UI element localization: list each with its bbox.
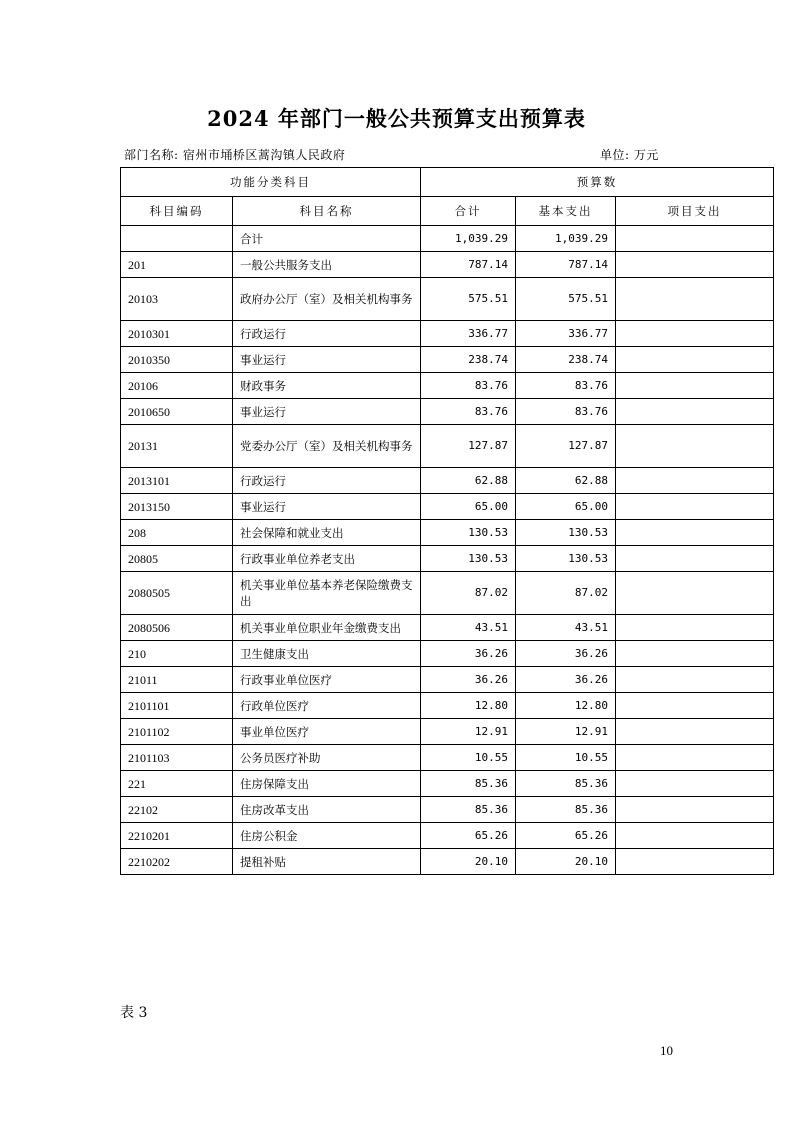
cell-code: 2010301 xyxy=(121,321,233,347)
table-row xyxy=(121,667,774,693)
cell-code: 22102 xyxy=(121,797,233,823)
cell-total: 36.26 xyxy=(421,667,516,693)
cell-code: 221 xyxy=(121,771,233,797)
cell-code: 2210202 xyxy=(121,849,233,875)
cell-name: 机关事业单位职业年金缴费支出 xyxy=(233,615,421,641)
cell-total: 62.88 xyxy=(421,468,516,494)
cell-code: 210 xyxy=(121,641,233,667)
cell-project xyxy=(616,572,774,615)
cell-code: 208 xyxy=(121,520,233,546)
cell-basic: 10.55 xyxy=(516,745,616,771)
table-row xyxy=(121,693,774,719)
page-number: 10 xyxy=(660,1043,673,1058)
cell-total: 65.26 xyxy=(421,823,516,849)
cell-basic: 43.51 xyxy=(516,615,616,641)
cell-project xyxy=(616,615,774,641)
cell-project xyxy=(616,494,774,520)
cell-project xyxy=(616,771,774,797)
cell-total: 10.55 xyxy=(421,745,516,771)
table-row xyxy=(121,347,774,373)
cell-basic: 127.87 xyxy=(516,425,616,468)
cell-basic: 85.36 xyxy=(516,771,616,797)
cell-basic: 36.26 xyxy=(516,641,616,667)
cell-code: 2080506 xyxy=(121,615,233,641)
cell-total: 127.87 xyxy=(421,425,516,468)
cell-basic: 83.76 xyxy=(516,399,616,425)
cell-total: 336.77 xyxy=(421,321,516,347)
cell-total: 238.74 xyxy=(421,347,516,373)
cell-basic: 238.74 xyxy=(516,347,616,373)
cell-name: 事业单位医疗 xyxy=(233,719,421,745)
cell-code: 2101103 xyxy=(121,745,233,771)
cell-project xyxy=(616,797,774,823)
cell-project xyxy=(616,468,774,494)
cell-project xyxy=(616,321,774,347)
table-row xyxy=(121,494,774,520)
cell-project xyxy=(616,546,774,572)
cell-name: 事业运行 xyxy=(233,399,421,425)
cell-name: 公务员医疗补助 xyxy=(233,745,421,771)
cell-total: 1,039.29 xyxy=(421,226,516,252)
cell-basic: 85.36 xyxy=(516,797,616,823)
budget-table-body xyxy=(121,168,774,875)
header-total: 合计 xyxy=(421,197,516,226)
table-row xyxy=(121,797,774,823)
table-row xyxy=(121,771,774,797)
cell-project xyxy=(616,278,774,321)
table-row xyxy=(121,373,774,399)
cell-basic: 87.02 xyxy=(516,572,616,615)
cell-project xyxy=(616,520,774,546)
cell-basic: 130.53 xyxy=(516,546,616,572)
cell-project xyxy=(616,823,774,849)
cell-basic: 12.80 xyxy=(516,693,616,719)
cell-name: 党委办公厅（室）及相关机构事务 xyxy=(233,425,421,468)
cell-total: 787.14 xyxy=(421,252,516,278)
cell-code: 20131 xyxy=(121,425,233,468)
cell-total: 85.36 xyxy=(421,771,516,797)
cell-basic: 20.10 xyxy=(516,849,616,875)
table-row xyxy=(121,399,774,425)
cell-basic: 62.88 xyxy=(516,468,616,494)
cell-name: 卫生健康支出 xyxy=(233,641,421,667)
cell-total: 83.76 xyxy=(421,373,516,399)
header-basic: 基本支出 xyxy=(516,197,616,226)
header-row-columns xyxy=(121,197,774,226)
cell-project xyxy=(616,373,774,399)
cell-name: 机关事业单位基本养老保险缴费支出 xyxy=(233,572,421,615)
cell-code: 2010650 xyxy=(121,399,233,425)
cell-code: 2080505 xyxy=(121,572,233,615)
cell-name: 事业运行 xyxy=(233,494,421,520)
cell-name: 住房公积金 xyxy=(233,823,421,849)
cell-project xyxy=(616,347,774,373)
table-row xyxy=(121,641,774,667)
cell-total: 87.02 xyxy=(421,572,516,615)
header-budget-group: 预算数 xyxy=(421,168,774,197)
cell-code: 2210201 xyxy=(121,823,233,849)
cell-project xyxy=(616,252,774,278)
cell-code: 2101102 xyxy=(121,719,233,745)
cell-project xyxy=(616,849,774,875)
header-name: 科目名称 xyxy=(233,197,421,226)
table-row xyxy=(121,425,774,468)
page-title: 2024 年部门一般公共预算支出预算表 xyxy=(207,106,586,131)
cell-code xyxy=(121,226,233,252)
cell-total: 12.91 xyxy=(421,719,516,745)
cell-total: 83.76 xyxy=(421,399,516,425)
cell-total: 85.36 xyxy=(421,797,516,823)
cell-name: 住房保障支出 xyxy=(233,771,421,797)
cell-project xyxy=(616,226,774,252)
table-row xyxy=(121,226,774,252)
cell-project xyxy=(616,399,774,425)
cell-basic: 65.26 xyxy=(516,823,616,849)
cell-project xyxy=(616,425,774,468)
cell-basic: 575.51 xyxy=(516,278,616,321)
cell-basic: 336.77 xyxy=(516,321,616,347)
cell-name: 行政运行 xyxy=(233,468,421,494)
cell-project xyxy=(616,719,774,745)
cell-name: 一般公共服务支出 xyxy=(233,252,421,278)
table-row xyxy=(121,546,774,572)
table-row xyxy=(121,823,774,849)
header-row-group xyxy=(121,168,774,197)
cell-project xyxy=(616,667,774,693)
cell-code: 2101101 xyxy=(121,693,233,719)
cell-basic: 65.00 xyxy=(516,494,616,520)
budget-table xyxy=(120,167,774,875)
cell-basic: 83.76 xyxy=(516,373,616,399)
cell-name: 财政事务 xyxy=(233,373,421,399)
table-row xyxy=(121,719,774,745)
cell-total: 36.26 xyxy=(421,641,516,667)
cell-code: 2013101 xyxy=(121,468,233,494)
cell-code: 2013150 xyxy=(121,494,233,520)
table-row xyxy=(121,468,774,494)
cell-name: 行政单位医疗 xyxy=(233,693,421,719)
cell-name: 提租补贴 xyxy=(233,849,421,875)
unit-label: 单位: 万元 xyxy=(600,148,659,162)
cell-basic: 130.53 xyxy=(516,520,616,546)
cell-code: 20106 xyxy=(121,373,233,399)
cell-basic: 36.26 xyxy=(516,667,616,693)
cell-code: 2010350 xyxy=(121,347,233,373)
table-row xyxy=(121,520,774,546)
table-row xyxy=(121,849,774,875)
cell-code: 201 xyxy=(121,252,233,278)
cell-project xyxy=(616,745,774,771)
table-row xyxy=(121,615,774,641)
table-row xyxy=(121,745,774,771)
cell-name: 合计 xyxy=(233,226,421,252)
cell-total: 65.00 xyxy=(421,494,516,520)
cell-total: 130.53 xyxy=(421,546,516,572)
table-footnote: 表 3 xyxy=(120,1005,148,1021)
cell-name: 事业运行 xyxy=(233,347,421,373)
cell-total: 130.53 xyxy=(421,520,516,546)
department-label: 部门名称: 宿州市埇桥区蒿沟镇人民政府 xyxy=(124,148,346,162)
cell-name: 行政事业单位养老支出 xyxy=(233,546,421,572)
header-project: 项目支出 xyxy=(616,197,774,226)
cell-total: 43.51 xyxy=(421,615,516,641)
table-row xyxy=(121,321,774,347)
cell-basic: 787.14 xyxy=(516,252,616,278)
cell-total: 12.80 xyxy=(421,693,516,719)
table-row xyxy=(121,278,774,321)
cell-name: 住房改革支出 xyxy=(233,797,421,823)
cell-name: 政府办公厅（室）及相关机构事务 xyxy=(233,278,421,321)
table-row xyxy=(121,252,774,278)
cell-name: 行政运行 xyxy=(233,321,421,347)
cell-code: 20103 xyxy=(121,278,233,321)
cell-code: 21011 xyxy=(121,667,233,693)
header-code: 科目编码 xyxy=(121,197,233,226)
cell-basic: 1,039.29 xyxy=(516,226,616,252)
cell-name: 社会保障和就业支出 xyxy=(233,520,421,546)
cell-total: 20.10 xyxy=(421,849,516,875)
header-function-group: 功能分类科目 xyxy=(121,168,421,197)
cell-project xyxy=(616,693,774,719)
table-row xyxy=(121,572,774,615)
cell-total: 575.51 xyxy=(421,278,516,321)
cell-project xyxy=(616,641,774,667)
cell-code: 20805 xyxy=(121,546,233,572)
cell-basic: 12.91 xyxy=(516,719,616,745)
cell-name: 行政事业单位医疗 xyxy=(233,667,421,693)
